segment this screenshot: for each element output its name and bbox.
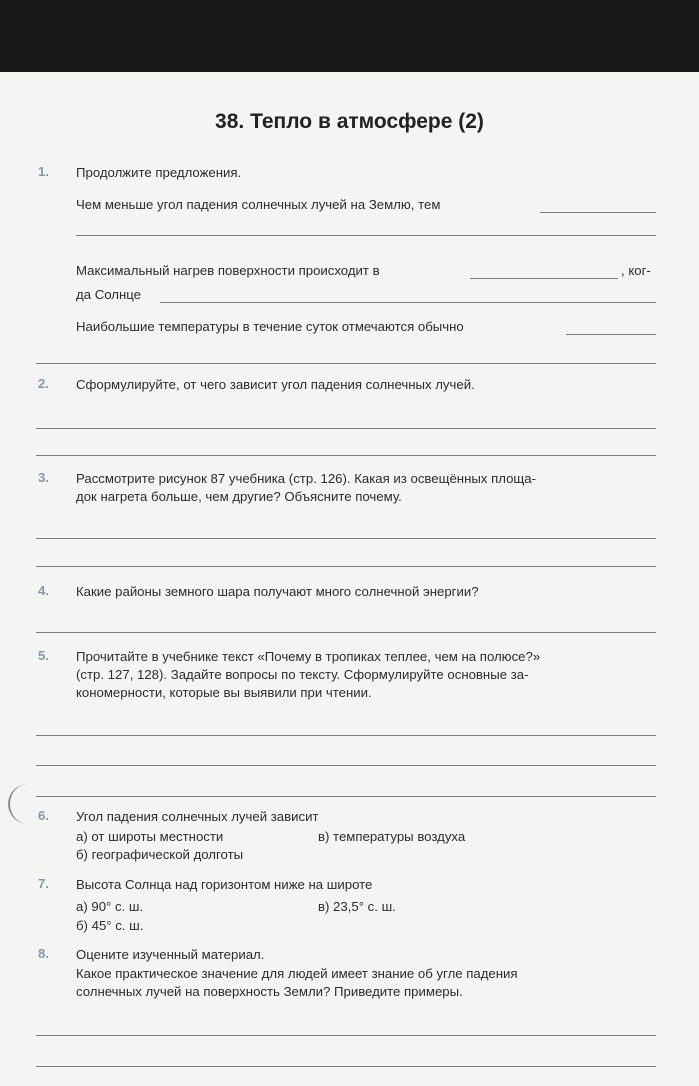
- answer-line[interactable]: [540, 212, 656, 213]
- answer-line[interactable]: [36, 765, 656, 766]
- answer-line[interactable]: [36, 428, 656, 429]
- page-title: 38. Тепло в атмосфере (2): [215, 110, 484, 133]
- task-7-option-b[interactable]: б) 45° с. ш.: [76, 918, 144, 933]
- task-1-sentence-2-end: , ког-: [621, 263, 651, 278]
- task-8-text: Оцените изученный материал.: [76, 947, 265, 962]
- task-4-number: 4.: [38, 583, 49, 598]
- answer-line[interactable]: [160, 302, 656, 303]
- answer-line[interactable]: [36, 632, 656, 633]
- task-1-sentence-3: Наибольшие температуры в течение суток отмечаются обычно: [76, 319, 464, 334]
- answer-line[interactable]: [76, 235, 656, 236]
- answer-line[interactable]: [36, 735, 656, 736]
- answer-line[interactable]: [36, 1066, 656, 1067]
- answer-line[interactable]: [36, 566, 656, 567]
- task-6-number: 6.: [38, 808, 49, 823]
- task-6-option-b[interactable]: б) географической долготы: [76, 847, 244, 862]
- answer-line[interactable]: [36, 796, 656, 797]
- answer-line[interactable]: [36, 363, 656, 364]
- margin-pencil-mark: [8, 784, 32, 824]
- task-1-sentence-2: Максимальный нагрев поверхности происходит в: [76, 263, 380, 278]
- task-7-option-a[interactable]: а) 90° с. ш.: [76, 899, 144, 914]
- task-1-number: 1.: [38, 164, 49, 179]
- task-6-option-a[interactable]: а) от широты местности: [76, 829, 224, 844]
- task-7-number: 7.: [38, 876, 49, 891]
- answer-line[interactable]: [566, 334, 656, 335]
- answer-line[interactable]: [36, 538, 656, 539]
- task-1-sentence-1: Чем меньше угол падения солнечных лучей на Землю, тем: [76, 197, 441, 212]
- task-8-number: 8.: [38, 946, 49, 961]
- task-5-line-2: (стр. 127, 128). Задайте вопросы по тексту. Сформулируйте основные за-: [76, 667, 529, 682]
- answer-line[interactable]: [470, 278, 618, 279]
- task-2-number: 2.: [38, 376, 49, 391]
- task-5-number: 5.: [38, 648, 49, 663]
- task-7-option-v[interactable]: в) 23,5° с. ш.: [318, 899, 396, 914]
- task-1-sentence-2-cont: да Солнце: [76, 287, 141, 302]
- task-3-line-1: Рассмотрите рисунок 87 учебника (стр. 126). Какая из освещённых площа-: [76, 471, 537, 486]
- task-6-option-v[interactable]: в) температуры воздуха: [318, 829, 466, 844]
- task-4-text: Какие районы земного шара получают много солнечной энергии?: [76, 584, 479, 599]
- task-5-line-1: Прочитайте в учебнике текст «Почему в тропиках теплее, чем на полюсе?»: [76, 649, 541, 664]
- task-3-line-2: док нагрета больше, чем другие? Объясните почему.: [76, 489, 402, 504]
- task-8-line-1: Какое практическое значение для людей имеет знание об угле падения: [76, 966, 518, 981]
- task-8-line-2: солнечных лучей на поверхность Земли? Приведите примеры.: [76, 984, 463, 999]
- task-1-text: Продолжите предложения.: [76, 165, 242, 180]
- task-2-text: Сформулируйте, от чего зависит угол падения солнечных лучей.: [76, 377, 475, 392]
- task-5-line-3: кономерности, которые вы выявили при чтении.: [76, 685, 372, 700]
- task-6-text: Угол падения солнечных лучей зависит: [76, 809, 319, 824]
- top-frame: [0, 0, 699, 72]
- answer-line[interactable]: [36, 455, 656, 456]
- worksheet-page: [0, 72, 699, 1086]
- answer-line[interactable]: [36, 1035, 656, 1036]
- task-3-number: 3.: [38, 470, 49, 485]
- task-7-text: Высота Солнца над горизонтом ниже на широте: [76, 877, 373, 892]
